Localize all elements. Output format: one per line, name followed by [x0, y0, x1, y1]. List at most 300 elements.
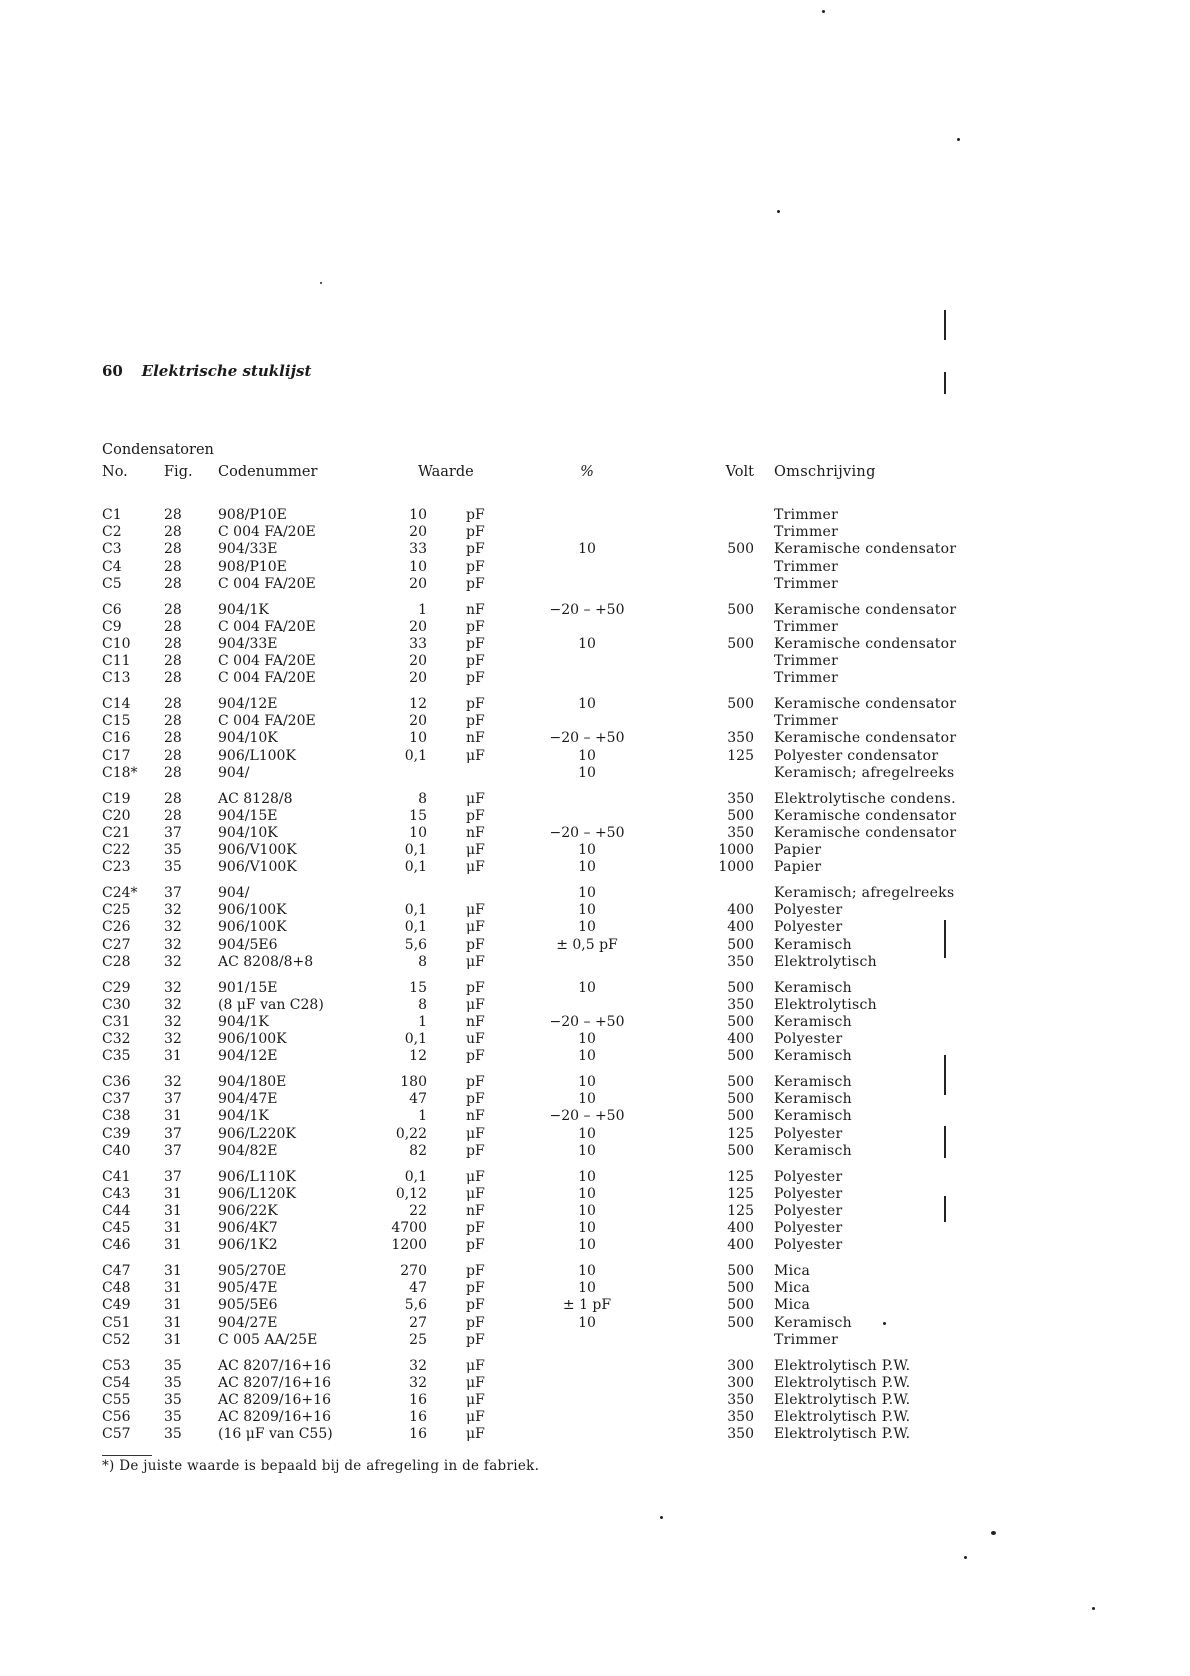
cell-no: C27 [102, 936, 131, 953]
cell-no: C30 [102, 996, 131, 1013]
cell-unit: pF [466, 1091, 485, 1108]
cell-value: 8 [418, 953, 427, 970]
cell-fig: 31 [164, 1331, 182, 1348]
cell-volt: 125 [727, 1168, 754, 1185]
cell-no: C16 [102, 730, 131, 747]
cell-value: 0,1 [404, 747, 427, 764]
cell-code: 904/47E [218, 1091, 278, 1108]
cell-value: 22 [409, 1202, 427, 1219]
cell-value: 0,1 [404, 842, 427, 859]
cell-fig: 31 [164, 1237, 182, 1254]
cell-percent: 10 [578, 1185, 596, 1202]
cell-unit: pF [466, 1220, 485, 1237]
cell-fig: 28 [164, 541, 182, 558]
cell-volt: 500 [727, 1013, 754, 1030]
page-number: 60 [102, 362, 123, 380]
cell-value: 1 [418, 1013, 427, 1030]
cell-no: C35 [102, 1048, 131, 1065]
cell-code: 904/33E [218, 541, 278, 558]
cell-value: 33 [409, 541, 427, 558]
cell-fig: 35 [164, 842, 182, 859]
cell-no: C40 [102, 1142, 131, 1159]
cell-fig: 32 [164, 979, 182, 996]
cell-description: Polyester [774, 902, 843, 919]
scan-mark [944, 1196, 946, 1222]
cell-percent: −20 – +50 [549, 730, 625, 747]
cell-value: 10 [409, 824, 427, 841]
cell-unit: pF [466, 713, 485, 730]
cell-no: C5 [102, 575, 122, 592]
cell-no: C15 [102, 713, 131, 730]
cell-code: AC 8207/16+16 [218, 1374, 331, 1391]
cell-volt: 500 [727, 807, 754, 824]
cell-no: C39 [102, 1125, 131, 1142]
cell-unit: μF [466, 1168, 485, 1185]
cell-description: Elektrolytisch P.W. [774, 1426, 911, 1443]
cell-description: Keramisch [774, 1013, 852, 1030]
cell-fig: 37 [164, 824, 182, 841]
cell-volt: 500 [727, 1091, 754, 1108]
cell-no: C25 [102, 902, 131, 919]
cell-percent: 10 [578, 919, 596, 936]
cell-volt: 500 [727, 1297, 754, 1314]
cell-no: C17 [102, 747, 131, 764]
cell-volt: 500 [727, 1314, 754, 1331]
cell-description: Polyester [774, 1125, 843, 1142]
cell-fig: 37 [164, 885, 182, 901]
cell-fig: 35 [164, 1391, 182, 1408]
cell-description: Keramisch [774, 1048, 852, 1065]
cell-code: 906/100K [218, 902, 287, 919]
cell-percent: 10 [578, 1048, 596, 1065]
cell-percent: 10 [578, 1237, 596, 1254]
cell-percent: 10 [578, 1091, 596, 1108]
page-title: Elektrische stuklijst [141, 362, 312, 380]
cell-code: 904/5E6 [218, 936, 278, 953]
cell-fig: 37 [164, 1125, 182, 1142]
cell-volt: 350 [727, 1409, 754, 1426]
cell-volt: 125 [727, 747, 754, 764]
cell-description: Keramisch; afregelreeks [774, 885, 955, 901]
cell-value: 20 [409, 713, 427, 730]
cell-unit: nF [466, 1108, 485, 1125]
cell-fig: 35 [164, 1426, 182, 1443]
cell-code: C 004 FA/20E [218, 670, 316, 687]
cell-unit: μF [466, 1409, 485, 1426]
cell-unit: nF [466, 601, 485, 618]
cell-fig: 31 [164, 1220, 182, 1237]
cell-unit: pF [466, 1314, 485, 1331]
cell-fig: 28 [164, 524, 182, 541]
cell-percent: 10 [578, 1142, 596, 1159]
cell-description: Polyester [774, 1031, 843, 1048]
cell-value: 47 [409, 1280, 427, 1297]
cell-no: C10 [102, 635, 131, 652]
footnote-rule [102, 1455, 152, 1456]
cell-percent: 10 [578, 696, 596, 712]
cell-code: 906/4K7 [218, 1220, 278, 1237]
cell-volt: 300 [727, 1357, 754, 1374]
cell-unit: μF [466, 953, 485, 970]
cell-fig: 28 [164, 558, 182, 575]
cell-fig: 28 [164, 696, 182, 712]
cell-description: Keramisch [774, 1074, 852, 1090]
cell-description: Polyester [774, 1168, 843, 1185]
cell-percent: −20 – +50 [549, 1108, 625, 1125]
cell-unit: μF [466, 1185, 485, 1202]
cell-value: 1 [418, 1108, 427, 1125]
cell-code: 904/10K [218, 730, 278, 747]
cell-volt: 300 [727, 1374, 754, 1391]
scan-speck [964, 1556, 967, 1559]
cell-no: C19 [102, 790, 131, 807]
cell-no: C49 [102, 1297, 131, 1314]
cell-code: 906/L220K [218, 1125, 296, 1142]
cell-percent: 10 [578, 747, 596, 764]
cell-description: Trimmer [774, 713, 839, 730]
cell-value: 15 [409, 807, 427, 824]
cell-value: 0,1 [404, 1168, 427, 1185]
cell-unit: pF [466, 1280, 485, 1297]
cell-description: Keramische condensator [774, 541, 957, 558]
cell-unit: pF [466, 507, 485, 523]
cell-description: Trimmer [774, 507, 839, 523]
cell-description: Polyester condensator [774, 747, 939, 764]
cell-fig: 37 [164, 1142, 182, 1159]
cell-unit: nF [466, 1013, 485, 1030]
cell-no: C54 [102, 1374, 131, 1391]
cell-code: AC 8209/16+16 [218, 1391, 331, 1408]
cell-fig: 31 [164, 1314, 182, 1331]
scan-speck [822, 10, 825, 13]
cell-fig: 28 [164, 618, 182, 635]
cell-code: 904/15E [218, 807, 278, 824]
cell-no: C14 [102, 696, 131, 712]
column-header-volt: Volt [725, 464, 754, 480]
scan-mark [944, 1126, 946, 1158]
cell-fig: 35 [164, 1374, 182, 1391]
column-header-value: Waarde [418, 464, 474, 480]
cell-code: 904/12E [218, 696, 278, 712]
cell-fig: 31 [164, 1297, 182, 1314]
cell-value: 25 [409, 1331, 427, 1348]
cell-description: Keramische condensator [774, 824, 957, 841]
cell-no: C56 [102, 1409, 131, 1426]
cell-description: Keramische condensator [774, 601, 957, 618]
cell-fig: 28 [164, 807, 182, 824]
cell-unit: pF [466, 1048, 485, 1065]
cell-description: Elektrolytisch [774, 953, 877, 970]
cell-unit: μF [466, 1125, 485, 1142]
cell-fig: 35 [164, 1409, 182, 1426]
cell-value: 1 [418, 601, 427, 618]
cell-code: 904/10K [218, 824, 278, 841]
cell-no: C11 [102, 653, 131, 670]
cell-description: Trimmer [774, 618, 839, 635]
cell-volt: 350 [727, 730, 754, 747]
cell-volt: 400 [727, 1237, 754, 1254]
cell-code: 905/270E [218, 1263, 287, 1279]
cell-no: C6 [102, 601, 122, 618]
cell-value: 8 [418, 996, 427, 1013]
cell-volt: 350 [727, 790, 754, 807]
cell-no: C36 [102, 1074, 131, 1090]
cell-volt: 500 [727, 635, 754, 652]
cell-percent: 10 [578, 1202, 596, 1219]
cell-fig: 31 [164, 1108, 182, 1125]
cell-code: 905/47E [218, 1280, 278, 1297]
cell-code: 904/1K [218, 601, 269, 618]
cell-unit: μF [466, 1391, 485, 1408]
cell-no: C38 [102, 1108, 131, 1125]
cell-description: Trimmer [774, 653, 839, 670]
cell-value: 10 [409, 730, 427, 747]
cell-value: 10 [409, 558, 427, 575]
cell-code: C 004 FA/20E [218, 713, 316, 730]
cell-value: 8 [418, 790, 427, 807]
cell-value: 270 [400, 1263, 427, 1279]
cell-unit: pF [466, 524, 485, 541]
scan-speck [883, 1322, 886, 1325]
cell-code: AC 8207/16+16 [218, 1357, 331, 1374]
cell-fig: 28 [164, 713, 182, 730]
cell-no: C51 [102, 1314, 131, 1331]
cell-percent: ± 1 pF [562, 1297, 612, 1314]
column-header-description: Omschrijving [774, 464, 876, 480]
cell-no: C47 [102, 1263, 131, 1279]
cell-volt: 500 [727, 541, 754, 558]
cell-volt: 500 [727, 1108, 754, 1125]
cell-no: C32 [102, 1031, 131, 1048]
cell-no: C22 [102, 842, 131, 859]
cell-description: Trimmer [774, 575, 839, 592]
cell-description: Trimmer [774, 558, 839, 575]
cell-description: Keramische condensator [774, 696, 957, 712]
cell-fig: 28 [164, 601, 182, 618]
cell-value: 4700 [391, 1220, 427, 1237]
cell-fig: 32 [164, 1013, 182, 1030]
cell-unit: pF [466, 1142, 485, 1159]
cell-no: C44 [102, 1202, 131, 1219]
cell-no: C13 [102, 670, 131, 687]
cell-no: C26 [102, 919, 131, 936]
cell-code: 906/L100K [218, 747, 296, 764]
cell-unit: pF [466, 558, 485, 575]
cell-fig: 32 [164, 919, 182, 936]
cell-description: Polyester [774, 1237, 843, 1254]
cell-unit: pF [466, 653, 485, 670]
cell-value: 20 [409, 524, 427, 541]
cell-unit: nF [466, 824, 485, 841]
cell-no: C9 [102, 618, 122, 635]
cell-percent: 10 [578, 1168, 596, 1185]
cell-value: 0,1 [404, 1031, 427, 1048]
cell-no: C53 [102, 1357, 131, 1374]
cell-value: 0,1 [404, 859, 427, 876]
cell-code: 904/33E [218, 635, 278, 652]
cell-fig: 35 [164, 859, 182, 876]
cell-description: Mica [774, 1263, 811, 1279]
cell-no: C55 [102, 1391, 131, 1408]
cell-code: 906/V100K [218, 842, 297, 859]
cell-code: 905/5E6 [218, 1297, 278, 1314]
cell-no: C52 [102, 1331, 131, 1348]
cell-fig: 35 [164, 1357, 182, 1374]
cell-no: C37 [102, 1091, 131, 1108]
cell-percent: 10 [578, 1280, 596, 1297]
cell-volt: 350 [727, 953, 754, 970]
cell-no: C2 [102, 524, 122, 541]
cell-description: Keramisch [774, 936, 852, 953]
cell-code: 904/12E [218, 1048, 278, 1065]
cell-value: 0,1 [404, 919, 427, 936]
cell-unit: pF [466, 979, 485, 996]
cell-volt: 500 [727, 936, 754, 953]
column-header-no: No. [102, 464, 128, 480]
cell-description: Elektrolytisch [774, 996, 877, 1013]
scan-speck [320, 282, 322, 284]
cell-fig: 32 [164, 1031, 182, 1048]
cell-value: 16 [409, 1409, 427, 1426]
cell-value: 32 [409, 1374, 427, 1391]
cell-volt: 125 [727, 1185, 754, 1202]
cell-unit: μF [466, 1426, 485, 1443]
cell-description: Polyester [774, 919, 843, 936]
cell-fig: 31 [164, 1185, 182, 1202]
cell-code: C 005 AA/25E [218, 1331, 318, 1348]
cell-volt: 500 [727, 979, 754, 996]
column-header-code: Codenummer [218, 464, 318, 480]
scan-mark [944, 920, 946, 958]
cell-volt: 400 [727, 1220, 754, 1237]
cell-unit: pF [466, 1237, 485, 1254]
cell-value: 1200 [391, 1237, 427, 1254]
column-header-percent: % [580, 464, 594, 480]
cell-code: 906/100K [218, 1031, 287, 1048]
cell-unit: pF [466, 575, 485, 592]
cell-value: 27 [409, 1314, 427, 1331]
cell-fig: 28 [164, 670, 182, 687]
cell-no: C41 [102, 1168, 131, 1185]
cell-fig: 28 [164, 507, 182, 523]
cell-code: C 004 FA/20E [218, 653, 316, 670]
cell-volt: 400 [727, 902, 754, 919]
cell-fig: 28 [164, 730, 182, 747]
cell-description: Trimmer [774, 670, 839, 687]
cell-no: C43 [102, 1185, 131, 1202]
cell-volt: 350 [727, 824, 754, 841]
cell-no: C21 [102, 824, 131, 841]
cell-unit: μF [466, 996, 485, 1013]
cell-code: 908/P10E [218, 507, 287, 523]
cell-unit: pF [466, 1331, 485, 1348]
cell-volt: 500 [727, 1142, 754, 1159]
cell-no: C57 [102, 1426, 131, 1443]
cell-no: C29 [102, 979, 131, 996]
cell-unit: pF [466, 1263, 485, 1279]
scan-speck [777, 210, 780, 213]
cell-description: Polyester [774, 1220, 843, 1237]
cell-value: 5,6 [404, 936, 427, 953]
cell-no: C1 [102, 507, 122, 523]
cell-code: 904/ [218, 764, 250, 781]
cell-value: 12 [409, 1048, 427, 1065]
cell-code: AC 8128/8 [218, 790, 293, 807]
cell-fig: 32 [164, 936, 182, 953]
cell-description: Elektrolytisch P.W. [774, 1391, 911, 1408]
scan-speck [991, 1531, 996, 1535]
cell-description: Papier [774, 859, 822, 876]
cell-unit: nF [466, 730, 485, 747]
cell-no: C48 [102, 1280, 131, 1297]
cell-value: 180 [400, 1074, 427, 1090]
cell-value: 20 [409, 575, 427, 592]
cell-code: 904/1K [218, 1013, 269, 1030]
cell-description: Keramisch [774, 1091, 852, 1108]
cell-description: Elektrolytisch P.W. [774, 1374, 911, 1391]
cell-description: Mica [774, 1297, 811, 1314]
cell-description: Keramische condensator [774, 730, 957, 747]
cell-unit: μF [466, 1374, 485, 1391]
cell-code: 906/L120K [218, 1185, 296, 1202]
cell-code: C 004 FA/20E [218, 618, 316, 635]
cell-unit: pF [466, 670, 485, 687]
cell-code: 904/82E [218, 1142, 278, 1159]
column-header-fig: Fig. [164, 464, 193, 480]
cell-unit: pF [466, 936, 485, 953]
cell-code: C 004 FA/20E [218, 575, 316, 592]
cell-no: C18* [102, 764, 138, 781]
cell-code: 908/P10E [218, 558, 287, 575]
cell-value: 0,12 [395, 1185, 427, 1202]
cell-description: Keramisch [774, 979, 852, 996]
cell-description: Keramische condensator [774, 807, 957, 824]
cell-value: 82 [409, 1142, 427, 1159]
cell-unit: pF [466, 696, 485, 712]
cell-no: C28 [102, 953, 131, 970]
cell-percent: 10 [578, 764, 596, 781]
cell-volt: 350 [727, 1426, 754, 1443]
scan-speck [957, 138, 960, 141]
cell-percent: ± 0,5 pF [556, 936, 618, 953]
cell-value: 5,6 [404, 1297, 427, 1314]
cell-code: 904/27E [218, 1314, 278, 1331]
cell-value: 32 [409, 1357, 427, 1374]
cell-value: 16 [409, 1391, 427, 1408]
cell-no: C20 [102, 807, 131, 824]
cell-unit: pF [466, 1074, 485, 1090]
cell-value: 10 [409, 507, 427, 523]
page-header [102, 362, 311, 380]
cell-fig: 31 [164, 1263, 182, 1279]
cell-volt: 125 [727, 1202, 754, 1219]
cell-volt: 350 [727, 996, 754, 1013]
cell-fig: 28 [164, 635, 182, 652]
cell-value: 15 [409, 979, 427, 996]
scan-mark [944, 1055, 946, 1095]
cell-fig: 28 [164, 747, 182, 764]
cell-percent: 10 [578, 1031, 596, 1048]
cell-percent: 10 [578, 635, 596, 652]
cell-volt: 500 [727, 696, 754, 712]
cell-description: Elektrolytisch P.W. [774, 1409, 911, 1426]
cell-unit: uF [466, 1031, 485, 1048]
cell-fig: 32 [164, 996, 182, 1013]
cell-volt: 500 [727, 1263, 754, 1279]
cell-percent: −20 – +50 [549, 1013, 625, 1030]
cell-fig: 32 [164, 902, 182, 919]
cell-fig: 31 [164, 1280, 182, 1297]
